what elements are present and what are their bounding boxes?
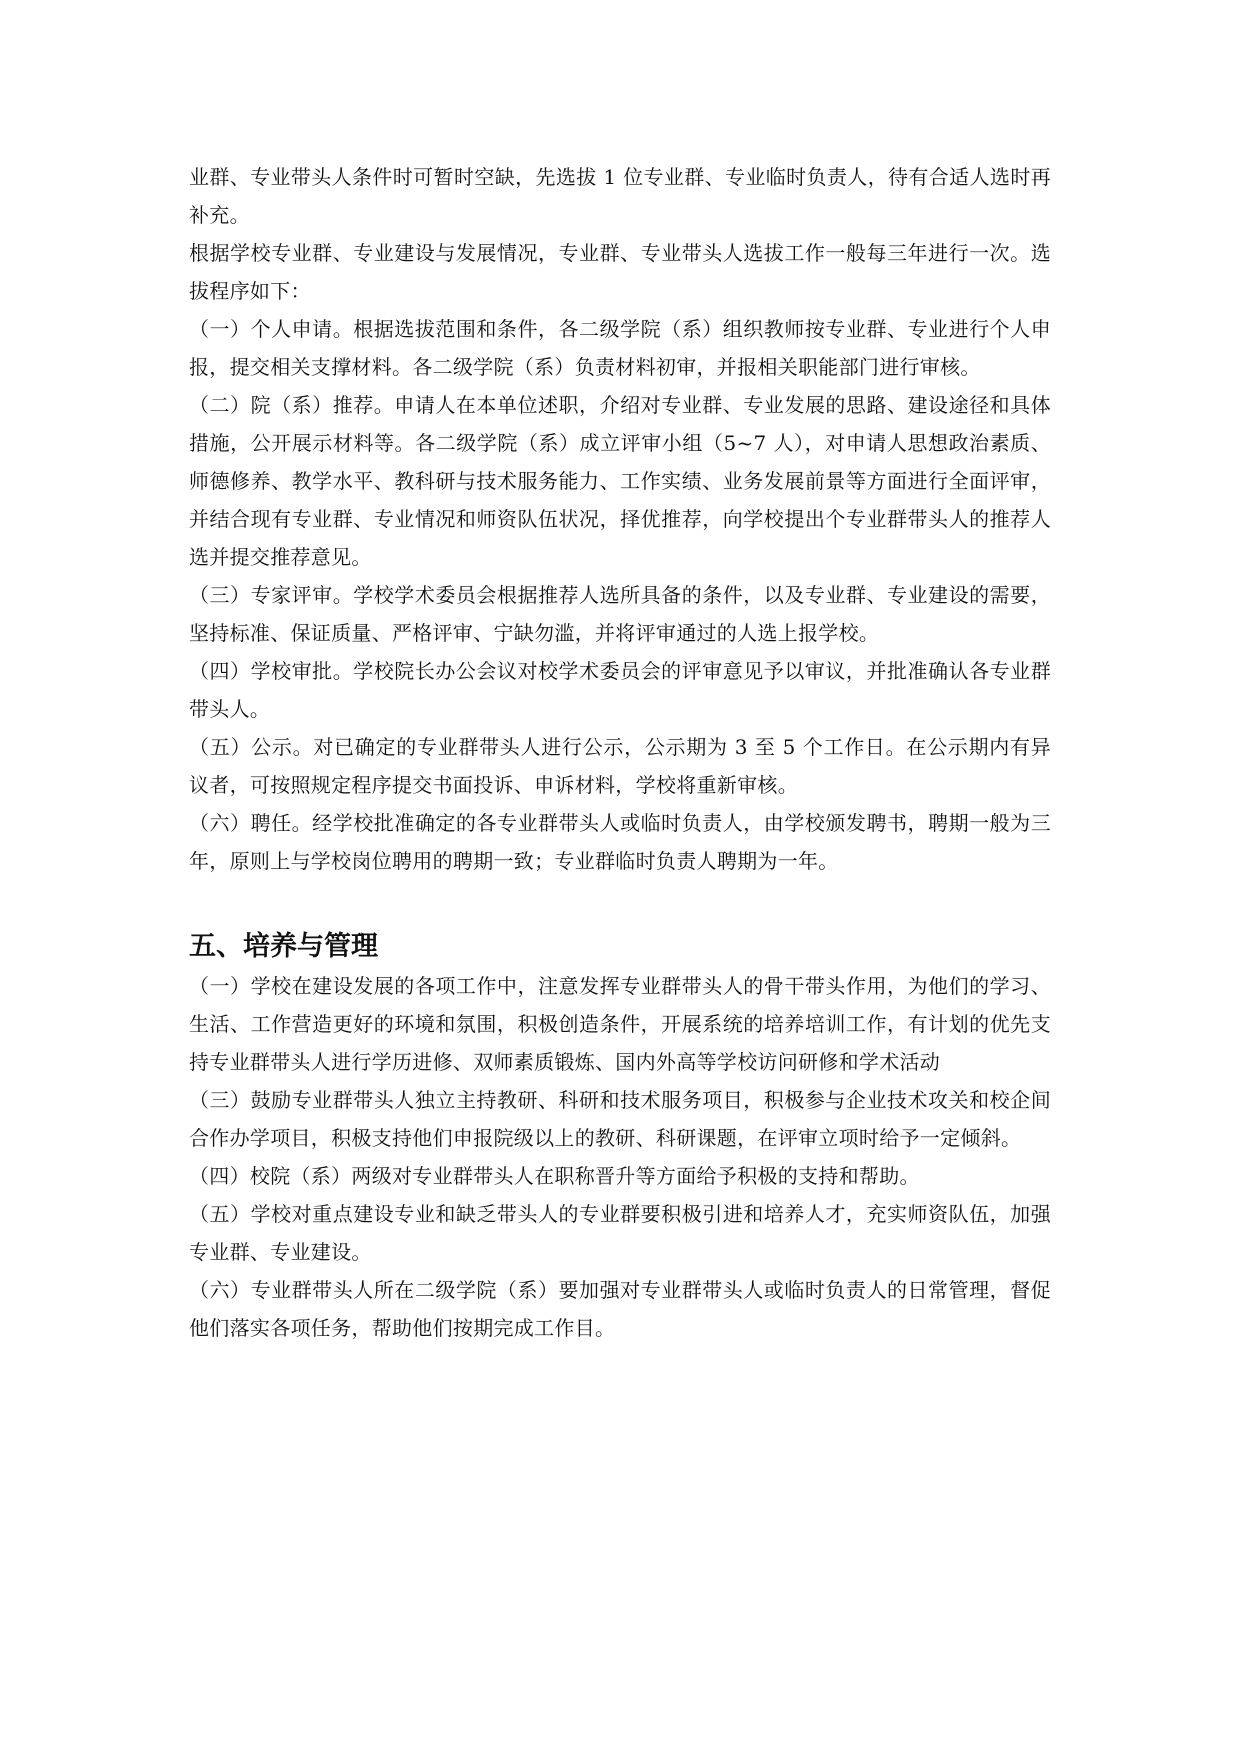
selection-procedure-section	[189, 158, 1051, 880]
paragraph: （五）公示。对已确定的专业群带头人进行公示，公示期为 3 至 5 个工作日。在公示期内有异议者，可按照规定程序提交书面投诉、申诉材料，学校将重新审核。	[189, 735, 1051, 797]
paragraph: （六）聘任。经学校批准确定的各专业群带头人或临时负责人，由学校颁发聘书，聘期一般为三年，原则上与学校岗位聘用的聘期一致；专业群临时负责人聘期为一年。	[189, 811, 1051, 873]
paragraph: （三）专家评审。学校学术委员会根据推荐人选所具备的条件，以及专业群、专业建设的需要，坚持标准、保证质量、严格评审、宁缺勿滥，并将评审通过的人选上报学校。	[189, 583, 1051, 645]
document-page	[189, 158, 1051, 1347]
paragraph: （六）专业群带头人所在二级学院（系）要加强对专业群带头人或临时负责人的日常管理，督促他们落实各项任务，帮助他们按期完成工作目。	[189, 1278, 1051, 1340]
section-heading: 五、培养与管理	[189, 931, 378, 962]
paragraph: 根据学校专业群、专业建设与发展情况，专业群、专业带头人选拔工作一般每三年进行一次。选拔程序如下：	[189, 241, 1051, 303]
paragraph: （二）院（系）推荐。申请人在本单位述职，介绍对专业群、专业发展的思路、建设途径和具体措施，公开展示材料等。各二级学院（系）成立评审小组（5~7 人），对申请人思想政治素质、师德修养、教学水平、教科研与技术服务能力、工作实绩、业务发展前景等方面进行全面评审，并结合现有专业群、专业情况和师资队伍状况，择优推荐，向学校提出个专业群带头人的推荐人选并提交推荐意见。	[189, 393, 1051, 569]
paragraph: （三）鼓励专业群带头人独立主持教研、科研和技术服务项目，积极参与企业技术攻关和校企间合作办学项目，积极支持他们申报院级以上的教研、科研课题，在评审立项时给予一定倾斜。	[189, 1088, 1051, 1150]
paragraph: （五）学校对重点建设专业和缺乏带头人的专业群要积极引进和培养人才，充实师资队伍，加强专业群、专业建设。	[189, 1202, 1051, 1264]
paragraph: 业群、专业带头人条件时可暂时空缺，先选拔 1 位专业群、专业临时负责人，待有合适人选时再补充。	[189, 165, 1051, 227]
paragraph: （四）校院（系）两级对专业群带头人在职称晋升等方面给予积极的支持和帮助。	[189, 1164, 920, 1188]
paragraph: （一）学校在建设发展的各项工作中，注意发挥专业群带头人的骨干带头作用，为他们的学习、生活、工作营造更好的环境和氛围，积极创造条件，开展系统的培养培训工作，有计划的优先支持专业群带头人进行学历进修、双师素质锻炼、国内外高等学校访问研修和学术活动	[189, 974, 1051, 1074]
paragraph: （一）个人申请。根据选拔范围和条件，各二级学院（系）组织教师按专业群、专业进行个人申报，提交相关支撑材料。各二级学院（系）负责材料初审，并报相关职能部门进行审核。	[189, 317, 1051, 379]
training-management-section	[189, 967, 1051, 1347]
paragraph: （四）学校审批。学校院长办公会议对校学术委员会的评审意见予以审议，并批准确认各专业群带头人。	[189, 659, 1051, 721]
